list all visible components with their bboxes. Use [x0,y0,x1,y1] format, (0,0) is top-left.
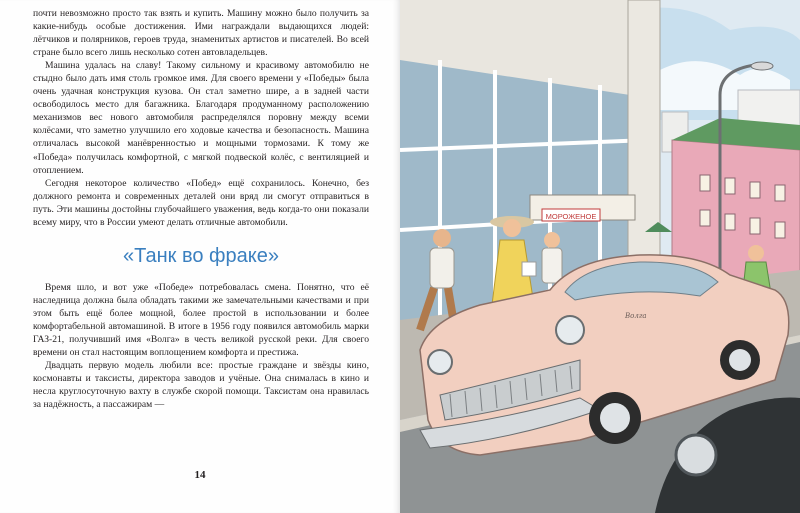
car-badge: Волга [625,312,647,320]
right-page-illustration [400,0,800,513]
street-scene-illustration [400,0,800,513]
section-title: «Танк во фраке» [123,244,279,267]
car-hubcap [729,349,751,371]
car-headlight-right [556,316,584,344]
intro-paragraph: почти невозможно просто так взять и купить. Машину можно было получить за какие-нибудь особые достижения. Ими награждали выдающихся людей: лётчиков и полярников, героев труда, знаменитых артистов и писателей. Во всей стране было всего лишь несколько сотен автовладельцев. [33,8,369,59]
woman-with-child [542,232,562,283]
paragraph: Двадцать первую модель любили все: простые граждане и звёзды кино, космонавты и таксисты, директора заводов и учёные. Она снималась в кино и несла круглосуточную вахту в службе скорой помощи. Таксистам она нравилась за надёжность, а пассажирам — [33,360,369,411]
lamp-head [751,62,773,70]
paragraph: Машина удалась на славу! Такому сильному и красивому автомобилю не стыдно было дать имя столь громкое имя. Для своего времени у «Победы» была очень удачная конструкция кузова. Он стал заметно шире, а в задней части освободилось место для багажника. Благодаря продуманному расположению механизмов вес нового автомобиля распределялся поровну между всеми колёсами, что заметно улучшило его ходовые качества и безопасность. Машина отличалась высокой манёвренностью и мощными тормозами. К тому же «Победа» получилась комфортной, с мягкой подвеской колёс, с вентиляцией и отоплением. [33,60,369,176]
page-number: 14 [194,469,206,481]
car-hubcap [600,403,630,433]
dark-car-headlight [676,435,716,475]
paragraph: Время шло, и вот уже «Победе» потребовалась смена. Понятно, что её наследница должна была обладать такими же замечательными качествами и при этом быть ещё более мощной, более простой в использовании и более комфортабельной автомашиной. В итоге в 1956 году появился автомобиль марки ГАЗ-21, получивший имя «Волга» в честь великой русской реки. Для своего времени он стал настоящим воплощением комфорта и престижа. [33,281,369,359]
car-headlight-left [428,350,452,374]
building-column [628,0,660,260]
kiosk-sign-text: МОРОЖЕНОЕ [545,212,597,221]
paragraph: Сегодня некоторое количество «Побед» ещё сохранилось. Конечно, без должного ремонта и современных деталей они вряд ли смогут отправиться в путь. Эти машины достойны глубочайшего уважения, ведь когда-то они показали всему миру, что в России умеют делать отличные автомобили. [33,177,369,228]
text-column [33,7,369,411]
